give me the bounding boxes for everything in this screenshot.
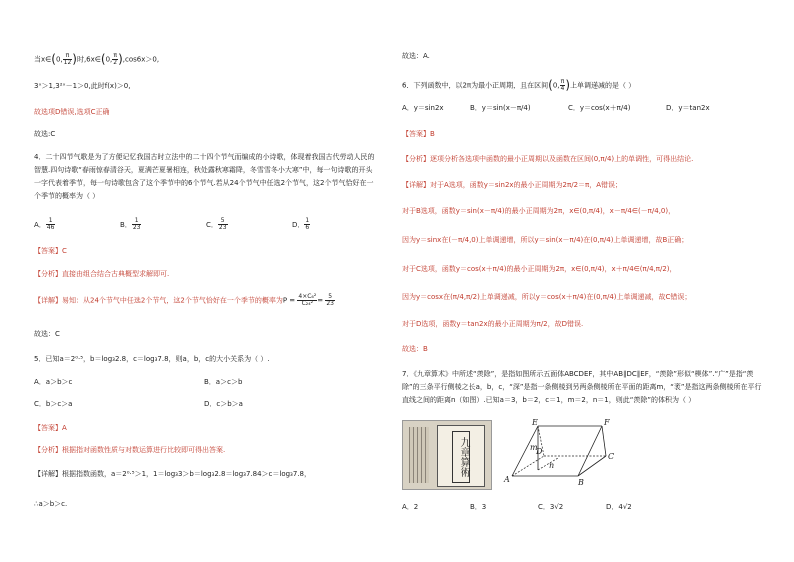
q4-answer: 【答案】C bbox=[34, 247, 67, 255]
left-line-4: 故选:C bbox=[34, 130, 56, 138]
aux-n bbox=[538, 458, 558, 470]
q4-choose: 故选：C bbox=[34, 330, 60, 338]
label-f: F bbox=[604, 418, 610, 427]
q6-detail-4: 对于C选项，函数y＝cos(x＋π/4)的最小正周期为2π，x∈(0,π/4)，x＋π/4∈(π/4,π/2)， bbox=[402, 265, 677, 273]
q6-option-d: D．y＝tan2x bbox=[666, 104, 710, 112]
label-e: E bbox=[532, 418, 538, 427]
question-5-options-row2 bbox=[34, 400, 379, 409]
book-photo bbox=[402, 420, 492, 490]
q5-conclude: ∴a＞b＞c. bbox=[34, 500, 68, 508]
q6-option-a: A．y＝sin2x bbox=[402, 104, 444, 112]
q4-option-d: D． $\frac{1}{6}$ bbox=[292, 217, 310, 231]
q4-option-c: C． $\frac{5}{23}$ bbox=[206, 217, 227, 231]
label-a: A bbox=[504, 475, 510, 484]
q6-answer: 【答案】B bbox=[402, 130, 435, 138]
question-4-options bbox=[34, 218, 379, 231]
right-line-1: 故选：A. bbox=[402, 52, 430, 60]
question-5-text: 5．已知a＝2⁰·⁵，b＝log₃2.8，c＝log₃7.8，则a，b，c的大小关系为（ ）. bbox=[34, 355, 270, 363]
question-7-text: 7．《九章算术》中所述“羡除”，是指如图所示五面体ABCDEF，其中AB∥DC∥EF，“羡除”形似“楔体”.“广”是指“羡除”的三条平行侧棱之长a，b，c，“深”是指一条侧棱到另两条侧棱所在平面的距离m，“袤”是指这两条侧棱所在平行直线之间的距离n（如图）.已知a＝3，b＝2，c＝1，m＝2，n＝1，则此“羡除”的体积为（ ） bbox=[402, 370, 762, 404]
question-6-text: 6．下列函数中，以2π为最小正周期，且在区间(0, $\frac{\pi}{4}$ )上单调递减的是（ ） bbox=[402, 78, 636, 92]
q5-option-c: C．b＞c＞a bbox=[34, 400, 73, 408]
book-title: 九章算術 bbox=[452, 431, 470, 483]
q5-detail: 【详解】根据指数函数，a＝2⁰·⁵＞1，1＝log₃3＞b＝log₃2.8＝log₃7.84＞c＝log₃7.8， bbox=[34, 470, 311, 478]
q5-option-d: D．c＞b＞a bbox=[204, 400, 243, 408]
edge-fc bbox=[602, 426, 606, 456]
label-d: D bbox=[536, 447, 543, 456]
q6-detail-5: 因为y＝cosx在(π/4,π/2)上单调递减，所以y＝cos(x＋π/4)在(0,π/4)上单调递减，故C错误； bbox=[402, 293, 692, 301]
question-4-text: 4．二十四节气歌是为了方便记忆我国古时立法中的二十四个节气而编成的小诗歌，体现着我国古代劳动人民的智慧.四句诗歌“春雨惊春清谷天，夏满芒夏暑相连，秋处露秋寒霜降，冬雪雪冬小大寒”中，每一句诗歌的开头一字代表着季节，每一句诗歌包含了这个季节中的6个节气.若从24个节气中任选2个节气，这2个节气恰好在一个季节的概率为（ ） bbox=[34, 153, 375, 200]
label-b: B bbox=[578, 478, 584, 487]
q6-choose: 故选：B bbox=[402, 345, 428, 353]
q5-analysis: 【分析】根据指对函数性质与对数运算进行比较即可得出答案. bbox=[34, 446, 226, 454]
q7-option-a: A．2 bbox=[402, 503, 419, 511]
q6-detail-3: 因为y＝sinx在(－π/4,0)上单调递增，所以y＝sin(x－π/4)在(0,π/4)上单调递增，故B正确； bbox=[402, 236, 689, 244]
q4-option-b: B． $\frac{1}{23}$ bbox=[120, 217, 141, 231]
left-line-2: 3ˣ＞1,3²ˣ－1＞0,此时f(x)＞0, bbox=[34, 82, 131, 90]
label-n: n bbox=[549, 461, 555, 470]
q7-option-d: D．4√2 bbox=[606, 503, 632, 511]
edge-fb bbox=[578, 426, 602, 476]
q4-detail: 【详解】易知：从24个节气中任选2个节气，这2个节气恰好在一个季节的概率为P = $\frac{\text{4×C₆²}}{\text{C₂₄²}}$ = $\frac{5}{23}$ bbox=[34, 293, 334, 307]
q7-option-b: B．3 bbox=[470, 503, 487, 511]
pentahedron-figure bbox=[494, 418, 644, 490]
question-6-options bbox=[402, 104, 762, 113]
question-5-options-row1 bbox=[34, 378, 379, 387]
q6-detail-2: 对于B选项，函数y＝sin(x－π/4)的最小正周期为2π，x∈(0,π/4)，x－π/4∈(－π/4,0)， bbox=[402, 207, 676, 215]
left-line-1: 当x∈(0, $\frac{\pi}{12}$ )时,6x∈(0, $\frac{\pi}{2}$ ),cos6x＞0, bbox=[34, 52, 160, 66]
question-7-options bbox=[402, 503, 762, 512]
q5-option-b: B．a＞c＞b bbox=[204, 378, 243, 386]
label-c: C bbox=[608, 452, 615, 461]
q6-option-b: B．y＝sin(x－π/4) bbox=[470, 104, 531, 112]
left-line-3: 故选项D错误,选项C正确 bbox=[34, 108, 110, 116]
q7-option-c: C．3√2 bbox=[538, 503, 564, 511]
q5-answer: 【答案】A bbox=[34, 424, 67, 432]
book-left-page bbox=[409, 427, 429, 483]
q6-detail-6: 对于D选项，函数y＝tan2x的最小正周期为π/2，故D错误. bbox=[402, 320, 584, 328]
q5-option-a: A．a＞b＞c bbox=[34, 378, 73, 386]
q6-detail-1: 【详解】对于A选项，函数y＝sin2x的最小正周期为2π/2＝π，A错误； bbox=[402, 181, 623, 189]
q6-analysis: 【分析】逐项分析各选项中函数的最小正周期以及函数在区间(0,π/4)上的单调性，可得出结论. bbox=[402, 155, 694, 163]
q6-option-c: C．y＝cos(x＋π/4) bbox=[568, 104, 631, 112]
q4-option-a: A． $\frac{1}{46}$ bbox=[34, 217, 55, 231]
label-m: m bbox=[530, 443, 538, 452]
edge-bc bbox=[578, 456, 606, 476]
q4-analysis: 【分析】直接由组合结合古典概型求解即可. bbox=[34, 270, 170, 278]
book-cover bbox=[437, 425, 485, 487]
